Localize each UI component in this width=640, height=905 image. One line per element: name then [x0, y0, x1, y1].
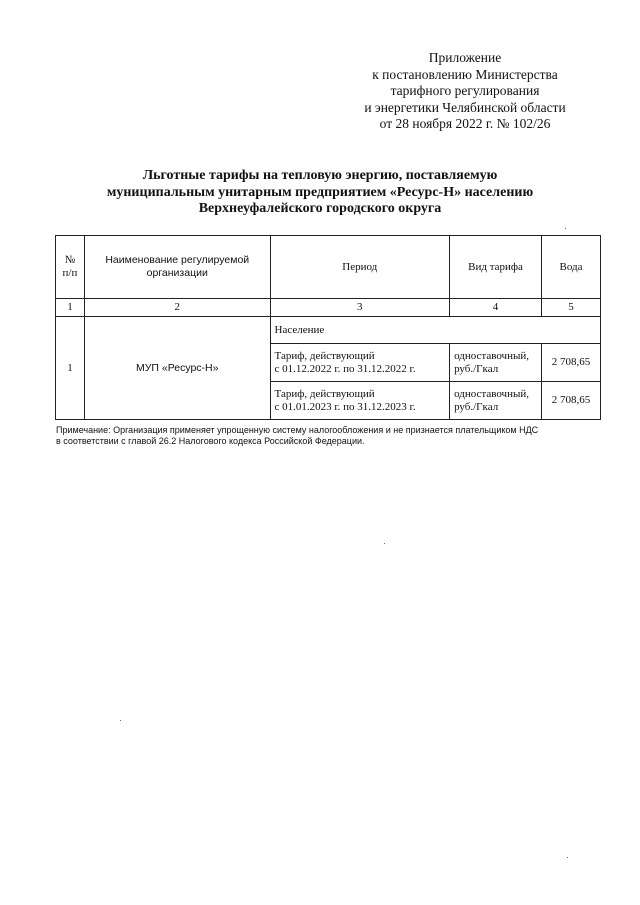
tariff-kind: одноставочный, руб./Гкал — [450, 344, 542, 382]
tariff-period: Тариф, действующий с 01.01.2023 г. по 31.12.2023 г. — [270, 382, 450, 420]
column-number: 4 — [450, 299, 542, 317]
appendix-line: к постановлению Министерства — [372, 66, 558, 82]
appendix-line: и энергетики Челябинской области — [364, 99, 566, 115]
footnote — [56, 425, 616, 447]
column-number: 2 — [84, 299, 270, 317]
tariff-kind: одноставочный, руб./Гкал — [450, 382, 542, 420]
tariff-price: 2 708,65 — [542, 382, 601, 420]
table-header-row — [56, 236, 601, 299]
header-number: № п/п — [56, 236, 85, 299]
appendix-line: Приложение — [428, 50, 502, 65]
title-line: Льготные тарифы на тепловую энергию, поставляемую — [142, 168, 498, 183]
table-row — [56, 317, 601, 344]
consumer-group: Население — [270, 317, 600, 344]
scan-speck — [384, 543, 385, 544]
appendix-line: от 28 ноября 2022 г. № 102/26 — [379, 116, 551, 131]
column-number: 5 — [542, 299, 601, 317]
title-line: муниципальным унитарным предприятием «Ресурс-Н» населению — [106, 184, 534, 200]
column-number: 3 — [270, 299, 450, 317]
header-tariff-kind: Вид тарифа — [450, 236, 542, 299]
scan-speck — [565, 228, 566, 229]
header-water: Вода — [542, 236, 601, 299]
column-number-row — [56, 299, 601, 317]
document-title — [60, 168, 580, 218]
scan-speck — [567, 857, 568, 858]
tariff-price: 2 708,65 — [542, 344, 601, 382]
title-line: Верхнеуфалейского городского округа — [198, 201, 442, 216]
appendix-line: тарифного регулирования — [390, 83, 540, 98]
header-organization: Наименование регулируемой организации — [84, 236, 270, 299]
row-number: 1 — [56, 317, 85, 420]
tariff-table — [55, 235, 601, 420]
organization-name: МУП «Ресурс-Н» — [84, 317, 270, 420]
appendix-header — [330, 50, 600, 133]
tariff-period: Тариф, действующий с 01.12.2022 г. по 31.12.2022 г. — [270, 344, 450, 382]
scan-speck — [120, 720, 121, 721]
header-period: Период — [270, 236, 450, 299]
footnote-line: в соответствии с главой 26.2 Налогового кодекса Российской Федерации. — [56, 436, 365, 446]
footnote-line: Примечание: Организация применяет упрощенную систему налогообложения и не признается плательщиком НДС — [56, 425, 539, 435]
column-number: 1 — [56, 299, 85, 317]
